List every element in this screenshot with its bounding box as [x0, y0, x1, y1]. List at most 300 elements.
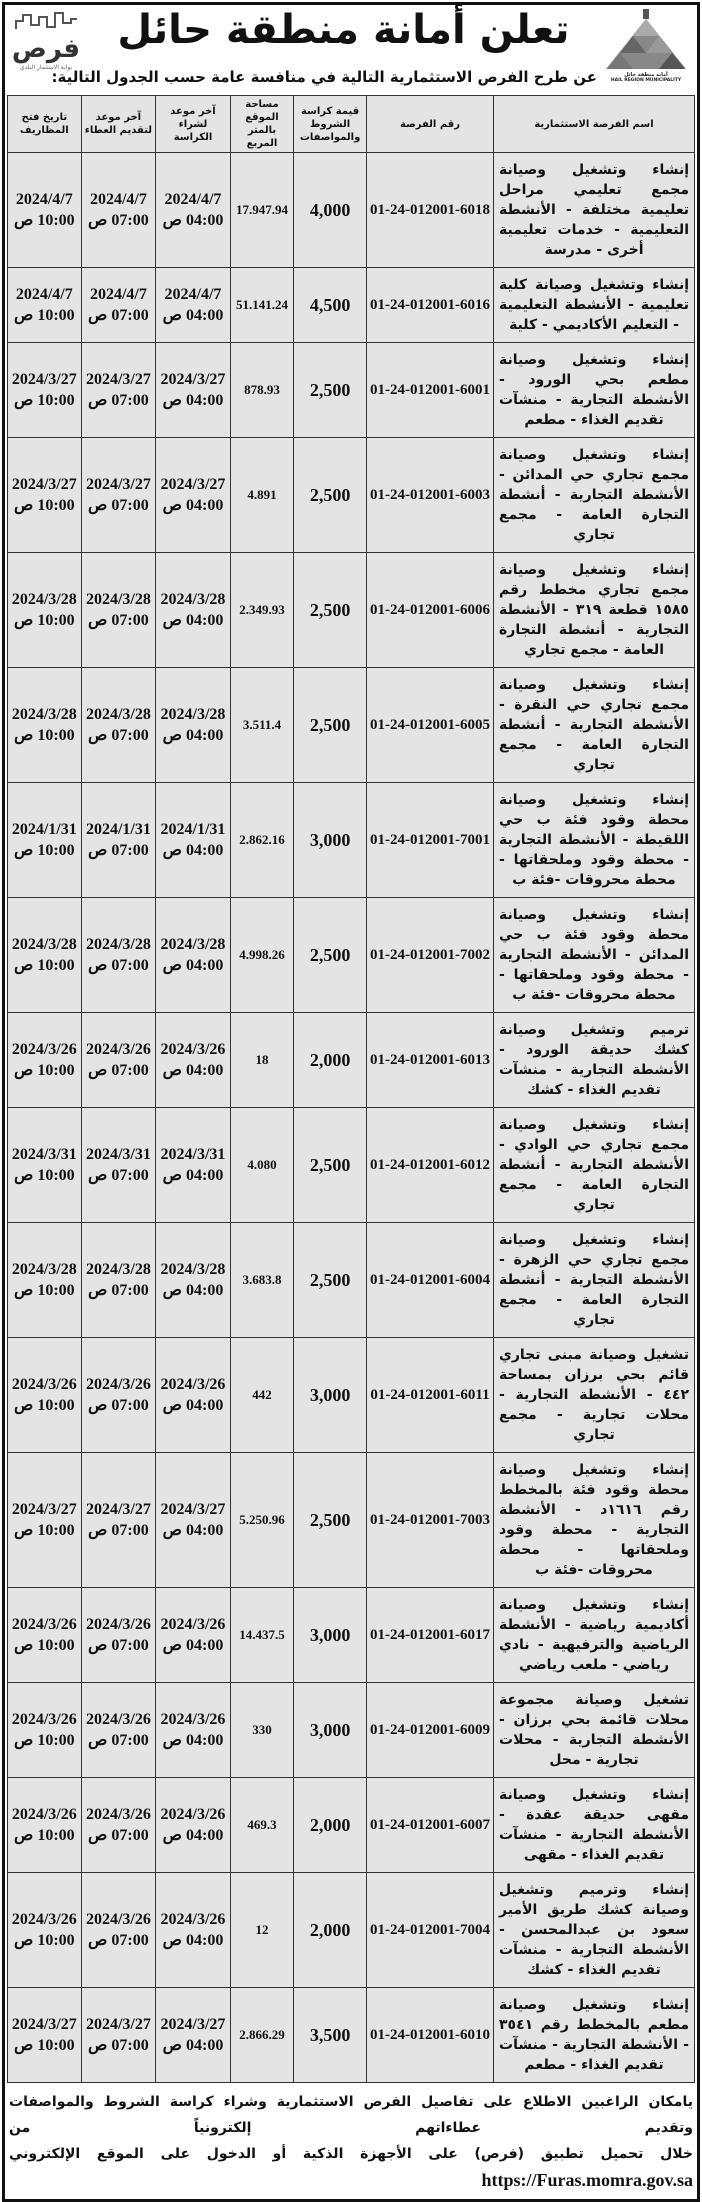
buy-deadline-cell: [156, 1588, 231, 1683]
submit-deadline-time: 07:00 ص: [88, 1827, 149, 1844]
site-area-cell: [230, 668, 293, 783]
opportunity-number-cell: [367, 1778, 494, 1873]
submit-deadline-cell: [81, 1683, 156, 1778]
opportunity-number: 01-24-012001-7001: [370, 831, 490, 848]
advertisement: [2, 2, 700, 2202]
ad-header: [5, 5, 697, 95]
opportunity-number: 01-24-012001-6004: [370, 1271, 490, 1288]
opening-time: 10:00 ص: [13, 1932, 75, 1949]
opportunity-number-cell: [367, 1988, 494, 2083]
booklet-price-cell: [294, 1873, 367, 1988]
submit-deadline-date: 2024/3/27: [85, 1501, 151, 1518]
submit-deadline-cell: [81, 1873, 156, 1988]
table-row: [8, 438, 695, 553]
opportunity-number-cell: [367, 438, 494, 553]
opening-date-cell: [8, 1013, 82, 1108]
booklet-price: 2,500: [309, 484, 351, 505]
table-row: [8, 153, 695, 268]
submit-deadline-time: 07:00 ص: [88, 1522, 149, 1539]
opportunity-name-cell: [494, 1108, 695, 1223]
table-row: [8, 553, 695, 668]
table-row: [8, 898, 695, 1013]
col-header-buy-deadline: آخر موعد لشراء الكراسة: [156, 96, 231, 153]
site-area: 17.947.94: [235, 202, 288, 217]
site-area-cell: [230, 438, 293, 553]
opportunity-name: إنشاء وتشغيل وصيانة مجمع تجاري مخطط رقم ١٥٨٥ قطعة ٣١٩ - الأنشطة التجارية - أنشطة التجارة العامة - مجمع تجاري: [499, 562, 689, 658]
buy-deadline-cell: [156, 1453, 231, 1588]
opportunity-name: إنشاء وتشغيل وصيانة مجمع تجاري حي المدائن - الأنشطة التجارية - أنشطة التجارة العامة - مجمع تجاري: [499, 447, 689, 543]
submit-deadline-cell: [81, 668, 156, 783]
col-header-number: رقم الفرصة: [367, 96, 494, 153]
buy-deadline-cell: [156, 898, 231, 1013]
opening-date-cell: [8, 553, 82, 668]
submit-deadline-date: 2024/4/7: [89, 191, 147, 208]
buy-deadline-time: 04:00 ص: [162, 212, 224, 229]
submit-deadline-time: 07:00 ص: [88, 842, 149, 859]
hail-municipality-logo: [601, 9, 691, 81]
buy-deadline-cell: [156, 553, 231, 668]
submit-deadline-cell: [81, 153, 156, 268]
buy-deadline-cell: [156, 153, 231, 268]
opening-time: 10:00 ص: [13, 1397, 75, 1414]
buy-deadline-time: 04:00 ص: [162, 1732, 224, 1749]
opening-date-cell: [8, 1588, 82, 1683]
opening-time: 10:00 ص: [13, 842, 75, 859]
booklet-price-cell: [294, 343, 367, 438]
buy-deadline-time: 04:00 ص: [162, 1827, 224, 1844]
submit-deadline-date: 2024/3/28: [85, 936, 151, 953]
opening-date-cell: [8, 898, 82, 1013]
booklet-price-cell: [294, 153, 367, 268]
booklet-price: 3,000: [309, 1719, 351, 1740]
buy-deadline-time: 04:00 ص: [162, 612, 224, 629]
table-header-row: [8, 96, 695, 153]
booklet-price: 2,500: [309, 1269, 351, 1290]
opening-date-cell: [8, 668, 82, 783]
site-area-cell: [230, 1873, 293, 1988]
opening-time: 10:00 ص: [13, 1522, 75, 1539]
submit-deadline-cell: [81, 438, 156, 553]
site-area: 4.080: [247, 1157, 277, 1172]
site-area-cell: [230, 1988, 293, 2083]
buy-deadline-date: 2024/3/26: [160, 1376, 226, 1393]
opening-date: 2024/4/7: [15, 286, 73, 303]
submit-deadline-date: 2024/3/26: [85, 1711, 151, 1728]
opportunity-name-cell: [494, 1338, 695, 1453]
submit-deadline-date: 2024/3/28: [85, 591, 151, 608]
site-area: 18: [255, 1052, 269, 1067]
opportunity-name: إنشاء وتشغيل وصيانة محطة وقود فئة ب حي المدائن - الأنشطة التجارية - محطة وقود وملحقاتها - محطة محروقات -فئة ب: [499, 907, 689, 1003]
site-area-cell: [230, 1223, 293, 1338]
opening-time: 10:00 ص: [13, 612, 75, 629]
site-area-cell: [230, 153, 293, 268]
opportunity-number-cell: [367, 898, 494, 1013]
footer-line-2-text: خلال تحميل تطبيق (فرص) على الأجهزة الذكية أو الدخول على الموقع الإلكتروني: [9, 2146, 693, 2162]
booklet-price: 4,000: [309, 199, 351, 220]
opportunity-number-cell: [367, 153, 494, 268]
submit-deadline-time: 07:00 ص: [88, 212, 149, 229]
site-area-cell: [230, 1778, 293, 1873]
opportunity-name: إنشاء وتشغيل وصيانة مجمع تجاري حي الزهرة - الأنشطة التجارية - أنشطة التجارة العامة - مجمع تجاري: [499, 1232, 689, 1328]
buy-deadline-cell: [156, 1683, 231, 1778]
opportunity-number: 01-24-012001-6016: [370, 296, 490, 313]
opening-date: 2024/4/7: [15, 191, 73, 208]
opening-time: 10:00 ص: [13, 1827, 75, 1844]
booklet-price-cell: [294, 1988, 367, 2083]
submit-deadline-time: 07:00 ص: [88, 1732, 149, 1749]
booklet-price-cell: [294, 898, 367, 1013]
buy-deadline-date: 2024/3/28: [160, 591, 226, 608]
submit-deadline-cell: [81, 1453, 156, 1588]
submit-deadline-cell: [81, 783, 156, 898]
opportunity-number: 01-24-012001-6001: [370, 381, 490, 398]
opening-date: 2024/3/28: [11, 591, 77, 608]
booklet-price-cell: [294, 1778, 367, 1873]
buy-deadline-time: 04:00 ص: [162, 307, 224, 324]
opportunity-number: 01-24-012001-6013: [370, 1051, 490, 1068]
col-header-submit-deadline: آخر موعد لتقديم العطاء: [81, 96, 156, 153]
opportunity-name-cell: [494, 343, 695, 438]
opening-date-cell: [8, 1108, 82, 1223]
site-area: 51.141.24: [235, 297, 288, 312]
opportunity-number: 01-24-012001-6012: [370, 1156, 490, 1173]
booklet-price: 2,500: [309, 714, 351, 735]
opening-date: 2024/3/28: [11, 1261, 77, 1278]
buy-deadline-time: 04:00 ص: [162, 497, 224, 514]
opportunity-number-cell: [367, 668, 494, 783]
site-area: 2.866.29: [239, 2027, 285, 2042]
opening-time: 10:00 ص: [13, 2037, 75, 2054]
opportunity-name-cell: [494, 898, 695, 1013]
table-row: [8, 1873, 695, 1988]
booklet-price: 3,000: [309, 829, 351, 850]
opportunity-name-cell: [494, 1778, 695, 1873]
site-area: 442: [252, 1387, 272, 1402]
booklet-price-cell: [294, 1338, 367, 1453]
site-area: 4.998.26: [239, 947, 285, 962]
booklet-price-cell: [294, 1453, 367, 1588]
booklet-price: 2,500: [309, 1154, 351, 1175]
site-area: 12: [255, 1922, 269, 1937]
buy-deadline-date: 2024/3/27: [160, 371, 226, 388]
booklet-price: 2,000: [309, 1814, 351, 1835]
opportunity-name-cell: [494, 1013, 695, 1108]
opportunity-name: إنشاء وتشغيل وصيانة أكاديمية رياضية - الأنشطة الرياضية والترفيهية - نادي رياضي - ملعب رياضي: [499, 1597, 689, 1673]
website-link[interactable]: https://Furas.momra.gov.sa: [481, 2170, 693, 2190]
opening-time: 10:00 ص: [13, 1637, 75, 1654]
svg-text:HAIL REGION MUNICIPALITY: HAIL REGION MUNICIPALITY: [610, 78, 682, 81]
buy-deadline-time: 04:00 ص: [162, 2037, 224, 2054]
site-area-cell: [230, 1013, 293, 1108]
opportunity-number-cell: [367, 343, 494, 438]
opening-date: 2024/3/26: [11, 1911, 77, 1928]
col-header-name: اسم الفرصة الاستثمارية: [494, 96, 695, 153]
buy-deadline-cell: [156, 1778, 231, 1873]
submit-deadline-cell: [81, 553, 156, 668]
buy-deadline-date: 2024/1/31: [160, 821, 226, 838]
site-area-cell: [230, 1453, 293, 1588]
buy-deadline-cell: [156, 1338, 231, 1453]
submit-deadline-time: 07:00 ص: [88, 2037, 149, 2054]
submit-deadline-date: 2024/3/26: [85, 1616, 151, 1633]
booklet-price: 2,000: [309, 1049, 351, 1070]
opening-date: 2024/3/28: [11, 936, 77, 953]
buy-deadline-time: 04:00 ص: [162, 1062, 224, 1079]
site-area: 14.437.5: [239, 1627, 285, 1642]
opportunity-name-cell: [494, 668, 695, 783]
opportunity-name: إنشاء وترميم وتشغيل وصيانة كشك طريق الأمير سعود بن عبدالمحسن - الأنشطة التجارية - منشآت تقديم الغذاء - كشك: [499, 1882, 689, 1978]
booklet-price-cell: [294, 553, 367, 668]
opportunity-number-cell: [367, 1338, 494, 1453]
opportunity-number: 01-24-012001-6018: [370, 201, 490, 218]
submit-deadline-time: 07:00 ص: [88, 1282, 149, 1299]
booklet-price: 2,000: [309, 1919, 351, 1940]
buy-deadline-date: 2024/4/7: [164, 191, 222, 208]
submit-deadline-date: 2024/3/26: [85, 1376, 151, 1393]
col-header-price: قيمة كراسة الشروط والمواصفات: [294, 96, 367, 153]
opportunity-number: 01-24-012001-6007: [370, 1816, 490, 1833]
opening-date-cell: [8, 1453, 82, 1588]
opportunity-number: 01-24-012001-6003: [370, 486, 490, 503]
buy-deadline-date: 2024/3/28: [160, 1261, 226, 1278]
buy-deadline-cell: [156, 438, 231, 553]
opportunity-name-cell: [494, 553, 695, 668]
col-header-opening-date: تاريخ فتح المظاريف: [8, 96, 82, 153]
submit-deadline-cell: [81, 1223, 156, 1338]
submit-deadline-time: 07:00 ص: [88, 307, 149, 324]
opening-time: 10:00 ص: [13, 727, 75, 744]
opening-date: 2024/3/26: [11, 1711, 77, 1728]
opening-date-cell: [8, 1778, 82, 1873]
booklet-price: 3,000: [309, 1624, 351, 1645]
submit-deadline-cell: [81, 268, 156, 343]
opportunity-number-cell: [367, 1108, 494, 1223]
opening-date-cell: [8, 268, 82, 343]
buy-deadline-cell: [156, 268, 231, 343]
opportunity-name-cell: [494, 1223, 695, 1338]
buy-deadline-cell: [156, 1223, 231, 1338]
buy-deadline-time: 04:00 ص: [162, 727, 224, 744]
opportunity-name: إنشاء وتشغيل وصيانة مقهى حديقة عقدة - الأنشطة التجارية - منشآت تقديم الغذاء - مقهى: [499, 1787, 689, 1863]
ad-title: تعلن أمانة منطقة حائل: [117, 7, 570, 53]
opening-date: 2024/3/27: [11, 476, 77, 493]
table-row: [8, 1453, 695, 1588]
opening-time: 10:00 ص: [13, 1732, 75, 1749]
opening-date: 2024/3/28: [11, 706, 77, 723]
site-area-cell: [230, 898, 293, 1013]
svg-text:أمانة منطقة حائل: أمانة منطقة حائل: [624, 72, 668, 78]
submit-deadline-cell: [81, 1338, 156, 1453]
buy-deadline-date: 2024/3/28: [160, 936, 226, 953]
opening-date-cell: [8, 783, 82, 898]
submit-deadline-time: 07:00 ص: [88, 497, 149, 514]
opportunities-table: [7, 95, 695, 2083]
submit-deadline-date: 2024/3/31: [85, 1146, 151, 1163]
buy-deadline-date: 2024/3/31: [160, 1146, 226, 1163]
buy-deadline-time: 04:00 ص: [162, 1397, 224, 1414]
opening-date: 2024/3/31: [11, 1146, 77, 1163]
submit-deadline-time: 07:00 ص: [88, 612, 149, 629]
submit-deadline-date: 2024/3/26: [85, 1911, 151, 1928]
opening-date: 2024/3/27: [11, 2016, 77, 2033]
opportunity-name: إنشاء وتشغيل وصيانة كلية تعليمية - الأنشطة التعليمية - التعليم الأكاديمي - كلية: [499, 277, 689, 333]
site-area: 3.683.8: [242, 1272, 282, 1287]
opportunity-name: إنشاء وتشغيل وصيانة مطعم بالمخطط رقم ٣٥٤١ - الأنشطة التجارية - منشآت تقديم الغذاء - مطعم: [499, 1997, 689, 2073]
buy-deadline-time: 04:00 ص: [162, 1282, 224, 1299]
opportunity-number: 01-24-012001-7003: [370, 1511, 490, 1528]
opportunity-name: إنشاء وتشغيل وصيانة محطة وقود فئة بالمخطط رقم ١٦١٦د - الأنشطة التجارية - محطة وقود وملحقاتها - محطة محروقات -فئة ب: [499, 1462, 689, 1578]
opening-date-cell: [8, 1988, 82, 2083]
opening-date: 2024/3/27: [11, 1501, 77, 1518]
svg-text:فرص: فرص: [11, 34, 81, 64]
table-row: [8, 783, 695, 898]
site-area-cell: [230, 343, 293, 438]
opportunity-name-cell: [494, 783, 695, 898]
table-row: [8, 1013, 695, 1108]
opportunity-number-cell: [367, 1453, 494, 1588]
booklet-price: 2,500: [309, 599, 351, 620]
submit-deadline-cell: [81, 1588, 156, 1683]
booklet-price: 2,500: [309, 944, 351, 965]
table-row: [8, 343, 695, 438]
opening-date: 2024/3/26: [11, 1041, 77, 1058]
opportunity-number-cell: [367, 553, 494, 668]
opening-date: 2024/3/26: [11, 1806, 77, 1823]
table-row: [8, 668, 695, 783]
opening-time: 10:00 ص: [13, 1167, 75, 1184]
table-row: [8, 1778, 695, 1873]
submit-deadline-date: 2024/1/31: [85, 821, 151, 838]
submit-deadline-time: 07:00 ص: [88, 1637, 149, 1654]
booklet-price-cell: [294, 1108, 367, 1223]
buy-deadline-date: 2024/3/27: [160, 2016, 226, 2033]
submit-deadline-time: 07:00 ص: [88, 1062, 149, 1079]
buy-deadline-date: 2024/4/7: [164, 286, 222, 303]
footer-line-2: [9, 2141, 693, 2195]
buy-deadline-date: 2024/3/26: [160, 1806, 226, 1823]
opening-time: 10:00 ص: [13, 307, 75, 324]
buy-deadline-date: 2024/3/26: [160, 1711, 226, 1728]
site-area: 469.3: [247, 1817, 277, 1832]
site-area: 3.511.4: [242, 717, 282, 732]
opening-time: 10:00 ص: [13, 392, 75, 409]
opportunity-name: إنشاء وتشغيل وصيانة مجمع تجاري حي النقرة - الأنشطة التجارية - أنشطة التجارة العامة - مجمع تجاري: [499, 677, 689, 773]
opportunity-name-cell: [494, 438, 695, 553]
submit-deadline-cell: [81, 1013, 156, 1108]
buy-deadline-date: 2024/3/26: [160, 1041, 226, 1058]
buy-deadline-cell: [156, 1108, 231, 1223]
opportunity-name-cell: [494, 1588, 695, 1683]
opening-date: 2024/3/27: [11, 371, 77, 388]
opportunity-number: 01-24-012001-6010: [370, 2026, 490, 2043]
opportunity-number-cell: [367, 1683, 494, 1778]
buy-deadline-date: 2024/3/28: [160, 706, 226, 723]
furas-logo: [11, 11, 81, 77]
buy-deadline-time: 04:00 ص: [162, 1932, 224, 1949]
submit-deadline-cell: [81, 343, 156, 438]
col-header-area: مساحة الموقع بالمتر المربع: [230, 96, 293, 153]
site-area-cell: [230, 553, 293, 668]
buy-deadline-date: 2024/3/26: [160, 1911, 226, 1928]
buy-deadline-cell: [156, 783, 231, 898]
opportunity-number-cell: [367, 268, 494, 343]
opportunity-number-cell: [367, 1588, 494, 1683]
opportunity-name: تشغيل وصيانة مبنى تجاري قائم بحي برزان بمساحة ٤٤٢ - الأنشطة التجارية - محلات تجارية - مجمع تجاري: [499, 1347, 689, 1443]
booklet-price-cell: [294, 268, 367, 343]
opening-date-cell: [8, 1223, 82, 1338]
opportunity-number: 01-24-012001-7004: [370, 1921, 490, 1938]
opening-date: 2024/3/26: [11, 1616, 77, 1633]
booklet-price: 3,000: [309, 1384, 351, 1405]
opportunity-name-cell: [494, 1988, 695, 2083]
site-area-cell: [230, 1108, 293, 1223]
opening-date-cell: [8, 1683, 82, 1778]
opportunity-number: 01-24-012001-6011: [370, 1386, 490, 1403]
ad-subtitle: عن طرح الفرص الاستثمارية التالية في منافسة عامة حسب الجدول التالية:: [51, 68, 597, 86]
opportunity-name-cell: [494, 268, 695, 343]
opening-date: 2024/3/26: [11, 1376, 77, 1393]
submit-deadline-date: 2024/3/27: [85, 2016, 151, 2033]
site-area-cell: [230, 1683, 293, 1778]
submit-deadline-time: 07:00 ص: [88, 727, 149, 744]
opportunity-number-cell: [367, 1013, 494, 1108]
footer-line-1: يامكان الراغبين الاطلاع على تفاصيل الفرص الاستثمارية وشراء كراسة الشروط والمواصفات وتقديم عطاءاتهم إلكترونياً من: [9, 2094, 693, 2136]
site-area: 878.93: [244, 382, 280, 397]
buy-deadline-time: 04:00 ص: [162, 1637, 224, 1654]
booklet-price: 4,500: [309, 294, 351, 315]
booklet-price-cell: [294, 438, 367, 553]
submit-deadline-cell: [81, 1988, 156, 2083]
site-area: 4.891: [247, 487, 277, 502]
svg-text:بوابة الاستثمار البلدي: بوابة الاستثمار البلدي: [19, 64, 73, 71]
opening-time: 10:00 ص: [13, 1282, 75, 1299]
opening-date-cell: [8, 343, 82, 438]
site-area-cell: [230, 1588, 293, 1683]
table-row: [8, 1108, 695, 1223]
opportunity-name: إنشاء وتشغيل وصيانة مجمع تجاري حي الوادي - الأنشطة التجارية - أنشطة التجارة العامة - مجمع تجاري: [499, 1117, 689, 1213]
site-area-cell: [230, 1338, 293, 1453]
opportunity-name: ترميم وتشغيل وصيانة كشك حديقة الورود - الأنشطة التجارية - منشآت تقديم الغذاء - كشك: [499, 1022, 689, 1098]
opening-time: 10:00 ص: [13, 957, 75, 974]
ad-footer: [9, 2089, 693, 2195]
opening-time: 10:00 ص: [13, 1062, 75, 1079]
opening-time: 10:00 ص: [13, 497, 75, 514]
opening-time: 10:00 ص: [13, 212, 75, 229]
opportunity-name: إنشاء وتشغيل وصيانة مجمع تعليمي مراحل تعليمية مختلفة - الأنشطة التعليمية - خدمات تعليمية أخرى - مدرسة: [499, 162, 689, 258]
submit-deadline-date: 2024/3/28: [85, 706, 151, 723]
booklet-price-cell: [294, 1013, 367, 1108]
buy-deadline-date: 2024/3/26: [160, 1616, 226, 1633]
booklet-price-cell: [294, 783, 367, 898]
opportunity-name-cell: [494, 1873, 695, 1988]
opportunity-name-cell: [494, 153, 695, 268]
submit-deadline-date: 2024/3/26: [85, 1806, 151, 1823]
submit-deadline-cell: [81, 898, 156, 1013]
booklet-price: 2,500: [309, 379, 351, 400]
submit-deadline-time: 07:00 ص: [88, 957, 149, 974]
submit-deadline-date: 2024/3/26: [85, 1041, 151, 1058]
opportunity-name-cell: [494, 1453, 695, 1588]
booklet-price-cell: [294, 1588, 367, 1683]
submit-deadline-time: 07:00 ص: [88, 1397, 149, 1414]
opening-date-cell: [8, 1873, 82, 1988]
buy-deadline-time: 04:00 ص: [162, 1167, 224, 1184]
submit-deadline-time: 07:00 ص: [88, 1167, 149, 1184]
opportunity-name-cell: [494, 1683, 695, 1778]
opportunity-number: 01-24-012001-6009: [370, 1721, 490, 1738]
submit-deadline-date: 2024/3/27: [85, 476, 151, 493]
booklet-price-cell: [294, 668, 367, 783]
